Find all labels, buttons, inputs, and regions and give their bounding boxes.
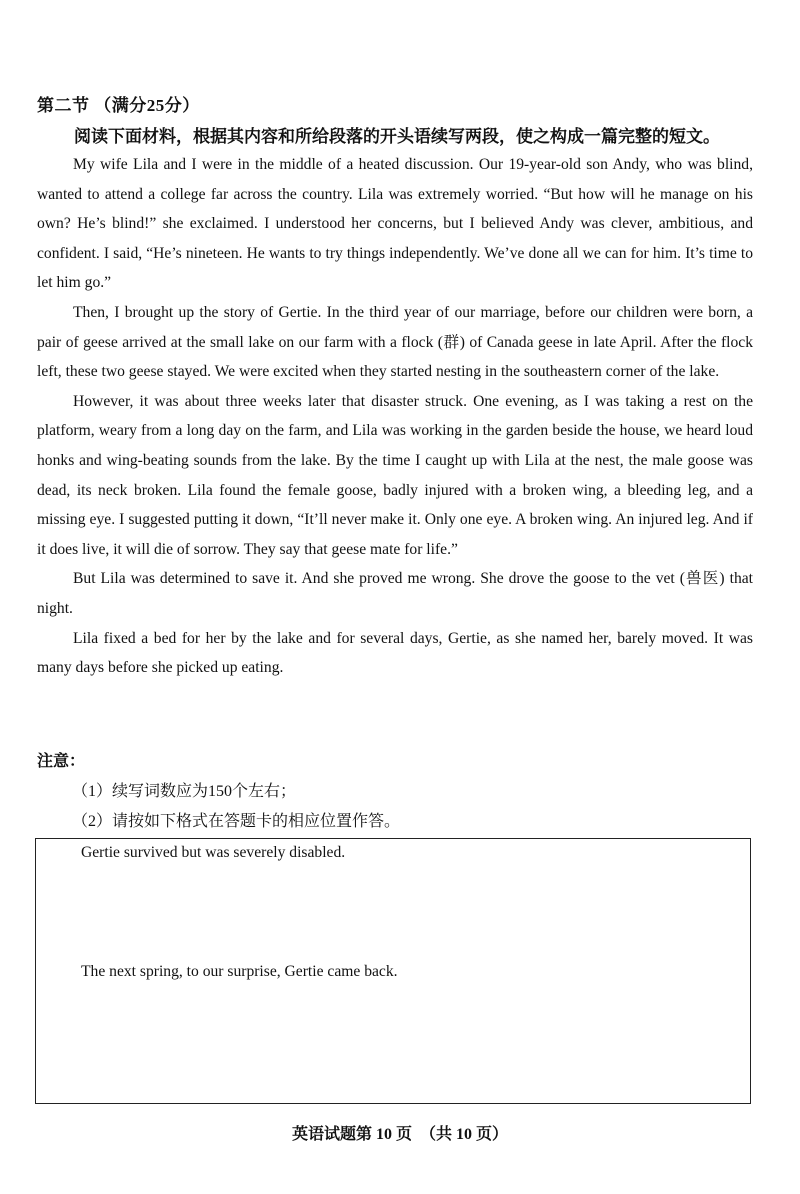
instruction-text: 阅读下面材料，根据其内容和所给段落的开头语续写两段，使之构成一篇完整的短文。 bbox=[74, 127, 720, 146]
note-item-answer-format: （2）请按如下格式在答题卡的相应位置作答。 bbox=[72, 813, 401, 830]
section-title: 第二节 （满分25分） bbox=[37, 96, 200, 115]
notes-label: 注意： bbox=[37, 753, 86, 770]
reading-passage bbox=[37, 150, 753, 683]
passage-paragraph-4: But Lila was determined to save it. And she proved me wrong. She drove the goose to the vet (兽医) that night. bbox=[37, 570, 753, 617]
passage-paragraph-5: Lila fixed a bed for her by the lake and for several days, Gertie, as she named her, barely moved. It was many days before she picked up eating. bbox=[37, 629, 753, 677]
passage-paragraph-2: Then, I brought up the story of Gertie. In the third year of our marriage, before our children were born, a pair of geese arrived at the small lake on our farm with a flock (群) of Canada geese in late April. After the flock left, these two geese stayed. We were excited when they started nesting in the southeastern corner of the lake. bbox=[37, 303, 753, 381]
note-item-word-count: （1）续写词数应为150个左右； bbox=[72, 783, 297, 800]
continuation-opening-2: The next spring, to our surprise, Gertie came back. bbox=[81, 963, 398, 980]
answer-box bbox=[35, 838, 751, 1104]
continuation-opening-1: Gertie survived but was severely disabled. bbox=[81, 844, 346, 861]
passage-paragraph-3: However, it was about three weeks later that disaster struck. One evening, as I was taking a rest on the platform, weary from a long day on the farm, and Lila was working in the garden beside the house, we heard loud honks and wing-beating sounds from the lake. By the time I caught up with Lila at the nest, the male goose was dead, its neck broken. Lila found the female goose, badly injured with a broken wing, a bleeding leg, and a missing eye. I suggested putting it down, “It’ll never make it. Only one eye. A broken wing. An injured leg. And if it does live, it will die of sorrow. They say that geese mate for life.” bbox=[37, 392, 753, 558]
passage-paragraph-1: My wife Lila and I were in the middle of a heated discussion. Our 19-year-old son Andy, who was blind, wanted to attend a college far across the country. Lila was extremely worried. “But how will he manage on his own? He’s blind!” she exclaimed. I understood her concerns, but I believed Andy was clever, ambitious, and confident. I said, “He’s nineteen. He wants to try things independently. We’ve done all we can for him. It’s time to let him go.” bbox=[37, 156, 753, 292]
page-footer: 英语试题第 10 页 （共 10 页） bbox=[291, 1126, 508, 1143]
